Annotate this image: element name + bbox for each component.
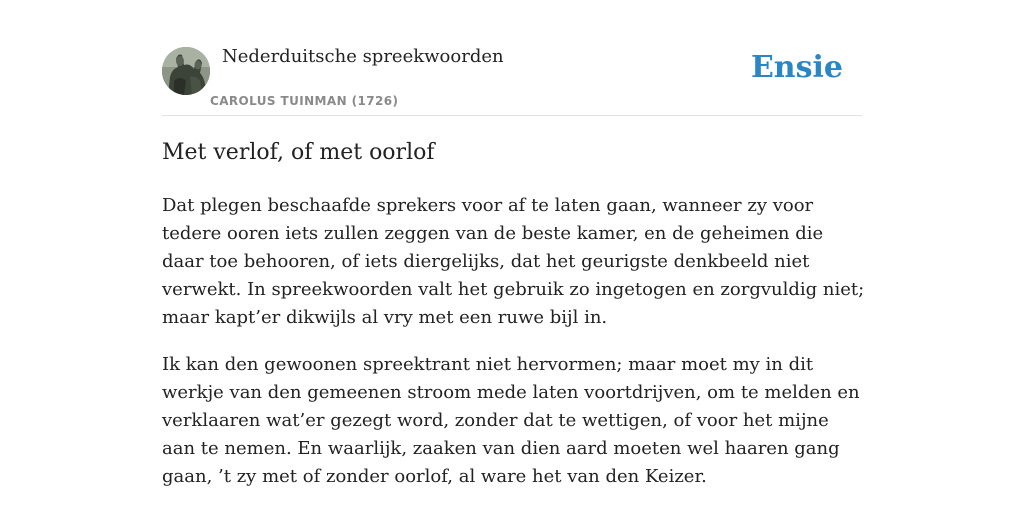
entry-body (162, 192, 866, 510)
paragraph: Dat plegen beschaafde sprekers voor af te laten gaan, wanneer zy voor tedere ooren iets zullen zeggen van de beste kamer, en de geheimen die daar toe behooren, of iets diergelijks, dat het geurigste denkbeeld niet verwekt. In spreekwoorden valt het gebruik zo ingetogen en zorgvuldig niet; maar kapt’er dikwijls al vry met een ruwe bijl in. (162, 195, 865, 328)
ensie-logo[interactable]: Ensie (750, 50, 843, 85)
author-portrait-icon[interactable] (162, 47, 210, 95)
author-name[interactable]: CAROLUS TUINMAN (1726) (210, 94, 399, 108)
book-header (162, 40, 862, 116)
book-title[interactable]: Nederduitsche spreekwoorden (222, 46, 504, 67)
entry-title: Met verlof, of met oorlof (162, 140, 435, 165)
paragraph: Ik kan den gewoonen spreektrant niet hervormen; maar moet my in dit werkje van den gemeenen stroom mede laten voortdrijven, om te melden en verklaaren wat’er gezegt word, zonder dat te wettigen, of voor het mijne aan te nemen. En waarlijk, zaaken van dien aard moeten wel haaren gang gaan, ’t zy met of zonder oorlof, al ware het van den Keizer. (162, 354, 860, 487)
